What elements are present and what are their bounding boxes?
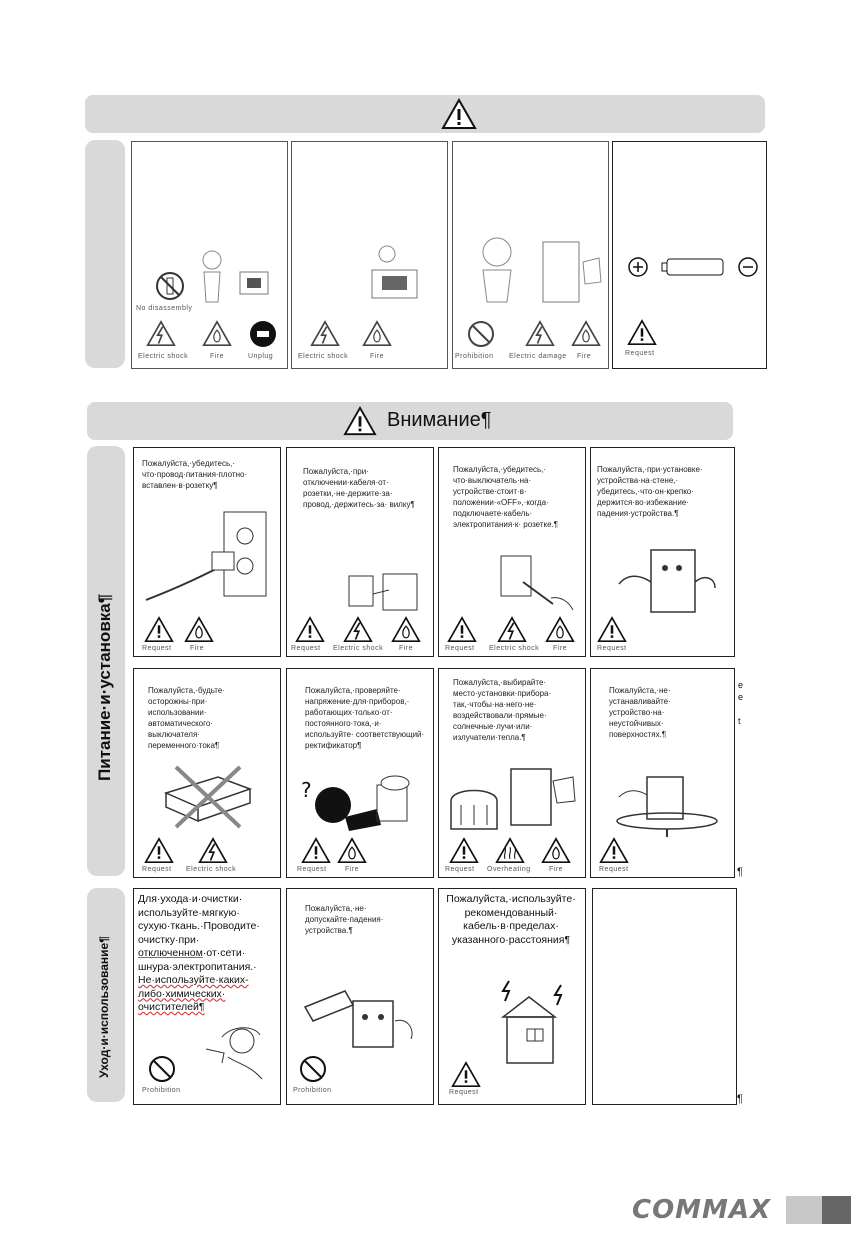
margin-mark-3: t	[738, 716, 741, 726]
warning-icon	[597, 616, 627, 643]
request-label: Request	[449, 1089, 479, 1096]
warning-icon	[146, 320, 176, 347]
table-device-illustration	[611, 773, 721, 837]
card-label-3: Fire	[399, 645, 414, 652]
warning-icon	[525, 320, 555, 347]
card-label-2: Fire	[345, 866, 360, 873]
plug-socket-illustration	[142, 506, 274, 606]
card-text: Пожалуйста,·при·установке· устройства·на·стене,· убедитесь,·что·он·крепко· держится·во·избежание· падения·устройства.¶	[597, 465, 703, 518]
section-care-title: Уход·и·использование¶	[97, 936, 111, 1078]
card-text: Пожалуйста,·убедитесь,· что·выключатель·на· устройстве·стоит·в· положении·«OFF»,·когда· подключаете·кабель· электропитания·к· розетке.¶	[453, 465, 559, 529]
switch-illustration	[495, 552, 579, 614]
prohibition-label: Prohibition	[142, 1087, 181, 1094]
card-text: Пожалуйста,·не· допускайте·падения· устройства.¶	[305, 904, 384, 935]
card-label-1: Request	[597, 645, 627, 652]
unplug-icon	[249, 320, 277, 348]
breaker-illustration	[158, 763, 258, 831]
card-label-2: Fire	[190, 645, 205, 652]
svg-text:?: ?	[301, 778, 312, 802]
electric-shock-label: Electric shock	[138, 353, 189, 360]
person-rectifier-illustration	[297, 775, 417, 833]
margin-mark-2: е	[738, 692, 744, 702]
electric-shock-icon	[198, 837, 228, 864]
power-card-1	[133, 447, 281, 657]
care-card-1-text	[138, 893, 278, 1015]
care-card-2	[286, 888, 434, 1105]
top-warning-bar	[85, 95, 765, 133]
margin-mark-1: е	[738, 680, 744, 690]
card-label-1: Request	[291, 645, 321, 652]
fire-label: Fire	[370, 353, 385, 360]
commax-logo: COMMAX	[632, 1195, 772, 1225]
falling-device-illustration	[301, 977, 423, 1057]
card-text: Пожалуйста,·убедитесь,· что·провод·питания·плотно· вставлен·в·розетку¶	[142, 459, 248, 490]
prohibition-label: Prohibition	[293, 1087, 332, 1094]
electric-shock-label: Electric shock	[298, 353, 349, 360]
warning-icon	[627, 319, 657, 346]
care-card-4-empty	[592, 888, 737, 1105]
warning-icon	[447, 616, 477, 643]
card-text: Пожалуйста,·при· отключении·кабеля·от· розетки,·не·держите·за· провод,·держитесь·за· вилку¶	[303, 467, 415, 509]
warning-icon	[441, 98, 477, 130]
fire-icon	[545, 616, 575, 643]
page-tab-light	[786, 1196, 822, 1224]
person-tv-illustration	[192, 242, 282, 312]
card-text: Пожалуйста,·используйте· рекомендованный· кабель·в·пределах· указанного·расстояния¶	[446, 893, 576, 946]
power-card-8	[590, 668, 735, 878]
unplug-illustration	[343, 570, 423, 614]
request-label: Request	[625, 350, 655, 357]
card-label-3: Fire	[553, 645, 568, 652]
warning-icon	[599, 837, 629, 864]
appliance-illustration	[342, 242, 442, 312]
upper-card-disassembly	[131, 141, 288, 369]
text-line: шнура·электропитания.·	[138, 960, 257, 973]
prohibition-icon	[299, 1055, 327, 1083]
warning-icon	[144, 837, 174, 864]
fire-icon	[391, 616, 421, 643]
power-card-6	[286, 668, 434, 878]
warning-icon	[144, 616, 174, 643]
text-line: используйте·мягкую·	[138, 906, 240, 919]
power-card-7	[438, 668, 586, 878]
card-label-2: Overheating	[487, 866, 531, 873]
care-card-1	[133, 888, 281, 1105]
card-label-3: Fire	[549, 866, 564, 873]
card-label-1: Request	[142, 645, 172, 652]
fire-label: Fire	[210, 353, 225, 360]
prohibition-icon	[148, 1055, 176, 1083]
card-label-1: Request	[142, 866, 172, 873]
upper-card-battery	[612, 141, 767, 369]
electric-damage-label: Electric damage	[509, 353, 567, 360]
care-card-3	[438, 888, 586, 1105]
fire-icon	[184, 616, 214, 643]
fire-icon	[202, 320, 232, 347]
text-line: ·от·сети·	[202, 947, 246, 959]
text-line: очистителей¶	[138, 1001, 205, 1013]
battery-illustration	[627, 252, 759, 282]
card-label-2: Electric shock	[333, 645, 384, 652]
text-line: сухую·ткань.·Проводите·	[138, 920, 260, 932]
electric-shock-icon	[497, 616, 527, 643]
card-label-1: Request	[297, 866, 327, 873]
attention-title: Внимание¶	[387, 409, 492, 431]
card-label-2: Electric shock	[489, 645, 540, 652]
fire-icon	[571, 320, 601, 347]
power-card-2	[286, 447, 434, 657]
wall-device-illustration	[615, 544, 719, 618]
top-side-tab	[85, 140, 125, 368]
section-power-tab	[87, 446, 125, 876]
text-line: очистку·при·	[138, 933, 200, 946]
warning-icon	[295, 616, 325, 643]
text-line: Не·используйте·каких-	[138, 974, 249, 986]
card-label-1: Request	[445, 645, 475, 652]
page-tab-dark	[822, 1196, 851, 1224]
card-text: Пожалуйста,·выбирайте· место·установки·прибора· так,·чтобы·на·него·не· воздействовали·прямые· солнечные·лучи·или· излучатели·тепла.¶	[453, 678, 552, 742]
section-power-title: Питание·и·установка¶	[95, 593, 114, 781]
house-lightning-illustration	[489, 977, 579, 1077]
fire-icon	[541, 837, 571, 864]
warning-icon	[451, 1061, 481, 1088]
upper-card-prohibition	[452, 141, 609, 369]
person-device-illustration	[465, 222, 605, 312]
text-line: либо·химических·	[138, 987, 226, 1000]
card-label-2: Electric shock	[186, 866, 237, 873]
power-card-4	[590, 447, 735, 657]
pilcrow-mark: ¶	[737, 1093, 743, 1105]
card-text: Пожалуйста,·не· устанавливайте· устройство·на· неустойчивых· поверхностях.¶	[609, 686, 671, 739]
prohibition-icon	[467, 320, 495, 348]
warning-icon	[310, 320, 340, 347]
card-label-1: Request	[445, 866, 475, 873]
section-care-tab	[87, 888, 125, 1102]
warning-icon	[301, 837, 331, 864]
prohibition-label: Prohibition	[455, 353, 494, 360]
card-text: Пожалуйста,·проверяйте· напряжение·для·приборов,· работающих·только·от· постоянного·тока,·и· используйте· соответствующий· ректификатор¶	[305, 686, 425, 750]
pilcrow-mark: ¶	[737, 866, 743, 878]
overheating-icon	[495, 837, 525, 864]
no-disassembly-icon	[154, 270, 186, 302]
upper-card-cable	[291, 141, 448, 369]
fire-label: Fire	[577, 353, 592, 360]
heater-illustration	[447, 761, 579, 833]
unplug-label: Unplug	[248, 353, 274, 360]
card-text: Пожалуйста,·будьте· осторожны·при· использовании· автоматического· выключателя· переменного·тока¶	[148, 686, 225, 750]
warning-icon	[343, 406, 377, 436]
text-line: отключенном	[138, 947, 203, 959]
fire-icon	[337, 837, 367, 864]
attention-bar	[87, 402, 733, 440]
fire-icon	[362, 320, 392, 347]
person-cleaning-illustration	[202, 1023, 276, 1085]
warning-icon	[449, 837, 479, 864]
power-card-3	[438, 447, 586, 657]
no-disassembly-label: No disassembly	[136, 305, 193, 312]
power-card-5	[133, 668, 281, 878]
text-line: Для·ухода·и·очистки·	[138, 893, 243, 905]
card-label-1: Request	[599, 866, 629, 873]
electric-shock-icon	[343, 616, 373, 643]
